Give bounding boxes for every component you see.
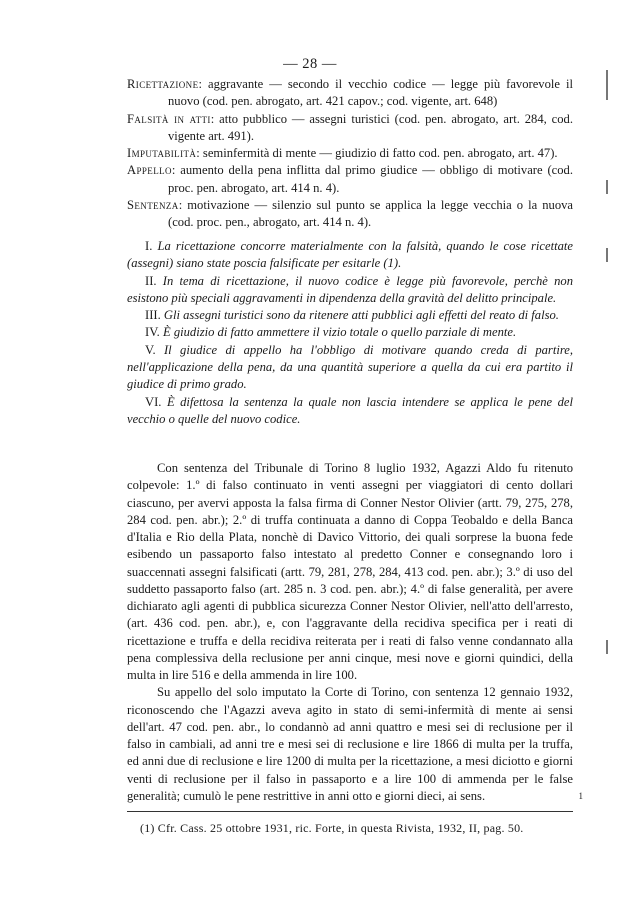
headnote-term: Falsità in atti [127, 111, 211, 126]
principle-number: VI. [145, 394, 162, 409]
legal-principles [127, 238, 573, 428]
page-number: — 28 — [283, 56, 337, 72]
headnote-keywords [127, 76, 573, 232]
principle-number: I. [145, 239, 153, 253]
principle-number: II. [145, 273, 157, 288]
principle-text: È giudizio di fatto ammettere il vizio totale o quello parziale di mente. [162, 325, 517, 340]
headnote-text: : aggravante — secondo il vecchio codice — legge più favorevole il nuovo (cod. pen. abrogato, art. 421 capov.; cod. vigente, art. 648) [168, 77, 573, 109]
scan-edge-mark [606, 70, 608, 100]
principle-text: Gli assegni turistici sono da ritenere atti pubblici agli effetti del reato di falso. [163, 308, 559, 323]
principle-item [127, 324, 573, 341]
margin-marker: 1 [578, 790, 583, 801]
headnote-item [127, 111, 573, 146]
headnote-term: Imputabilità [127, 146, 197, 161]
principle-item [127, 307, 573, 324]
principle-item [127, 238, 573, 273]
headnote-term: Sentenza [127, 198, 179, 213]
principle-text: In tema di ricettazione, il nuovo codice è legge più favorevole, perchè non esistono più speciali aggravamenti in dipendenza della gravità del delitto principale. [127, 273, 573, 305]
principle-item [127, 342, 573, 394]
principle-item [127, 394, 573, 429]
principle-number: V. [145, 342, 156, 357]
headnote-term: Ricettazione [127, 77, 199, 91]
headnote-text: : seminfermità di mente — giudizio di fatto cod. pen. abrogato, art. 47). [196, 146, 558, 161]
headnote-text: : atto pubblico — assegni turistici (cod. pen. abrogato, art. 284, cod. vigente art. 491). [168, 111, 573, 143]
headnote-text: : motivazione — silenzio sul punto se applica la legge vecchia o la nuova (cod. proc. pen., abrogato, art. 414 n. 4). [168, 198, 573, 230]
principle-text: È difettosa la sentenza la quale non lascia intendere se applica le pene del vecchio o quelle del nuovo codice. [127, 394, 573, 426]
headnote-item [127, 76, 573, 111]
principle-number: III. [145, 308, 161, 323]
body-paragraph: Su appello del solo imputato la Corte di Torino, con sentenza 12 gennaio 1932, riconoscendo che l'Agazzi aveva agito in stato di semi-infermità di mente ai sensi dell'art. 47 cod. pen. abr., lo condannò ad anni quattro e mesi sei di reclusione per il falso in cambiali, ad anni tre e mesi sei di reclusione e lire 1866 di multa per la truffa, ed anni due di reclusione e lire 1200 di multa per la ricettazione, a mesi diciotto e giorni venti di reclusione per il falso in passaporto e a lire 100 di ammenda per le false generalità; cumulò le pene restrittive in anni otto e giorni dieci, ai sens. [127, 685, 573, 803]
body-paragraph: Con sentenza del Tribunale di Torino 8 luglio 1932, Agazzi Aldo fu ritenuto colpevole: 1.º di falso continuato in venti assegni per viaggiatori di cento dollari ciascuno, per avervi apposta la falsa firma di Conner Nestor Olivier (artt. 79, 275, 278, 284 cod. pen. abr.); 2.º di truffa continuata a danno di Coppa Teobaldo e della Banca d'Italia e Rio della Plata, nonchè di Davico Vittorio, dei quali sorprese la buona fede esibendo un passaporto falso intestato al predetto Conner e consegnando loro i suaccennati assegni falsificati (artt. 79, 281, 278, 284, 413 cod. pen. abr.); 3.º di uso del suddetto passaporto falso (art. 285 n. 3 cod. pen. abr.); 4.º di false generalità, per avere dichiarato agli agenti di pubblica sicurezza Conner Nestor Olivier, nell'atto dell'arresto, (art. 436 cod. pen. abr.), e, con l'aggravante della recidiva specifica per i reati di ricettazione e truffa e della recidiva reiterata per i reati di falso venne condannato alla pena complessiva della reclusione per anni cinque, mesi nove e giorni quindici, della multa in lire 516 e della ammenda in lire 100. [127, 461, 573, 682]
scan-edge-mark [606, 640, 608, 654]
headnote-term: Appello [127, 163, 172, 178]
judgment-body [127, 460, 583, 805]
headnote-item [127, 197, 573, 232]
principle-text: Il giudice di appello ha l'obbligo di motivare quando creda di partire, nell'applicazione della pena, da una quantità superiore a quella da cui era partito il giudice di primo grado. [127, 342, 573, 392]
footnote: (1) Cfr. Cass. 25 ottobre 1931, ric. Forte, in questa Rivista, 1932, II, pag. 50. [140, 821, 524, 835]
headnote-text: : aumento della pena inflitta dal primo giudice — obbligo di motivare (cod. proc. pen. abrogato, art. 414 n. 4). [168, 163, 573, 195]
scan-edge-mark [606, 248, 608, 262]
headnote-item [127, 162, 573, 197]
principle-text: La ricettazione concorre materialmente con la falsità, quando le cose ricettate (assegni) siano state poscia falsificate per esitarle (1). [127, 239, 573, 271]
principle-item [127, 273, 573, 308]
principle-number: IV. [145, 325, 160, 340]
footnote-divider [127, 811, 573, 812]
headnote-item [127, 145, 573, 162]
scan-edge-mark [606, 180, 608, 194]
